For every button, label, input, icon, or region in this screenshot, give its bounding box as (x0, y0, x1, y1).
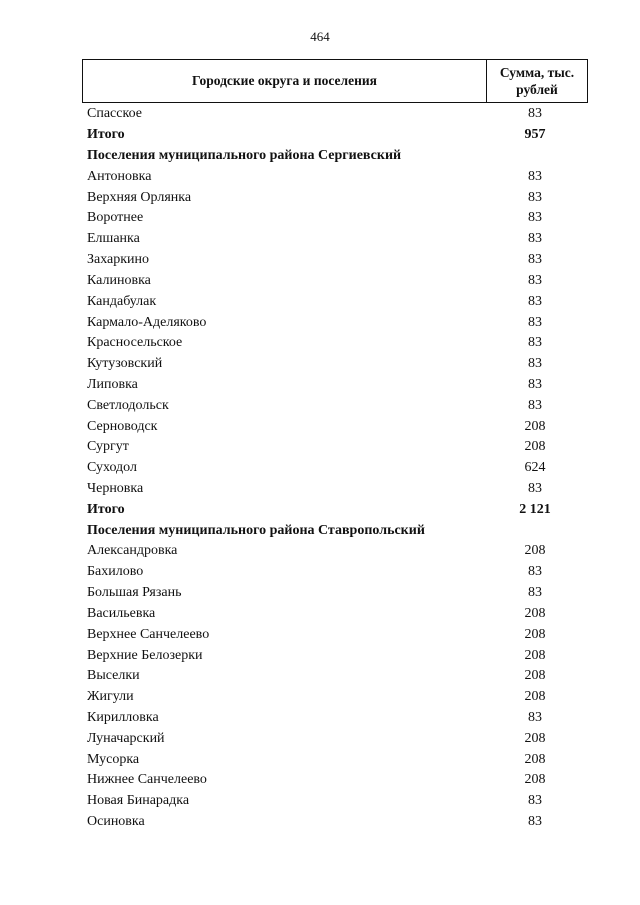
table-row (87, 354, 587, 375)
settlement-name: Верхнее Санчелеево (87, 626, 210, 642)
table-row (87, 291, 587, 312)
amount-value: 83 (528, 168, 542, 184)
amount-value: 83 (528, 397, 542, 413)
settlement-name: Черновка (87, 481, 144, 497)
total-row (87, 125, 587, 146)
total-row (87, 499, 587, 520)
table-row (87, 229, 587, 250)
table-row (87, 333, 587, 354)
settlement-name: Верхняя Орлянка (87, 189, 192, 205)
table-row (87, 437, 587, 458)
settlement-name: Кирилловка (87, 709, 159, 725)
settlement-name: Красносельское (87, 335, 183, 351)
amount-value: 83 (528, 793, 542, 809)
table-row (87, 812, 587, 833)
table-row (87, 541, 587, 562)
table-body (87, 104, 587, 832)
header-sum-line1: Сумма, тыс. (499, 65, 575, 80)
settlement-name: Антоновка (87, 168, 152, 184)
amount-value: 83 (528, 356, 542, 372)
amount-value: 83 (528, 376, 542, 392)
header-name-column: Городские округа и поселения (83, 60, 487, 102)
amount-value: 624 (524, 460, 546, 476)
settlement-name: Итого (87, 127, 125, 143)
header-sum-line2: рублей (516, 82, 558, 97)
amount-value: 208 (524, 605, 546, 621)
table-row (87, 458, 587, 479)
settlement-name: Кармало-Аделяково (87, 314, 207, 330)
table-row (87, 687, 587, 708)
table-row (87, 583, 587, 604)
amount-value: 83 (528, 709, 542, 725)
amount-value: 208 (524, 626, 546, 642)
amount-value: 208 (524, 668, 546, 684)
amount-value: 83 (528, 481, 542, 497)
table-row (87, 250, 587, 271)
header-sum-column (487, 60, 587, 102)
settlement-name: Новая Бинарадка (87, 793, 190, 809)
settlement-name: Сургут (87, 439, 129, 455)
section-heading-row (87, 146, 587, 167)
settlement-name: Луначарский (87, 730, 165, 746)
section-heading-row (87, 520, 587, 541)
table-row (87, 271, 587, 292)
amount-value: 208 (524, 751, 546, 767)
table-row (87, 312, 587, 333)
amount-value: 83 (528, 564, 542, 580)
amount-value: 208 (524, 439, 546, 455)
amount-value: 83 (528, 210, 542, 226)
table-row (87, 728, 587, 749)
table-row (87, 562, 587, 583)
settlement-name: Спасское (87, 106, 142, 122)
amount-value: 83 (528, 252, 542, 268)
amount-value: 83 (528, 106, 542, 122)
page-number: 464 (310, 29, 330, 44)
table-row (87, 666, 587, 687)
amount-value: 83 (528, 189, 542, 205)
table-row (87, 749, 587, 770)
settlement-name: Мусорка (87, 751, 140, 767)
section-heading: Поселения муниципального района Ставропольский (87, 522, 425, 538)
table-row (87, 104, 587, 125)
amount-value: 208 (524, 418, 546, 434)
settlement-name: Елшанка (87, 231, 140, 247)
settlement-name: Васильевка (87, 605, 156, 621)
amount-value: 208 (524, 772, 546, 788)
settlement-name: Итого (87, 501, 125, 517)
settlement-name: Выселки (87, 668, 140, 684)
section-heading: Поселения муниципального района Сергиевский (87, 148, 402, 164)
table-row (87, 479, 587, 500)
table-row (87, 395, 587, 416)
amount-value: 83 (528, 272, 542, 288)
amount-value: 208 (524, 730, 546, 746)
settlement-name: Липовка (87, 376, 138, 392)
settlement-name: Захаркино (87, 252, 150, 268)
table-row (87, 645, 587, 666)
settlement-name: Александровка (87, 543, 178, 559)
settlement-name: Осиновка (87, 814, 145, 830)
settlement-name: Бахилово (87, 564, 144, 580)
amount-value: 208 (524, 543, 546, 559)
amount-value: 208 (524, 689, 546, 705)
settlement-name: Калиновка (87, 272, 151, 288)
table-row (87, 166, 587, 187)
settlement-name: Жигули (87, 689, 134, 705)
table-row (87, 208, 587, 229)
amount-value: 83 (528, 814, 542, 830)
amount-value: 2 121 (519, 501, 551, 517)
table-row (87, 416, 587, 437)
amount-value: 208 (524, 647, 546, 663)
amount-value: 83 (528, 314, 542, 330)
settlement-name: Серноводск (87, 418, 158, 434)
table-row (87, 791, 587, 812)
settlement-name: Воротнее (87, 210, 144, 226)
settlement-name: Нижнее Санчелеево (87, 772, 207, 788)
amount-value: 83 (528, 335, 542, 351)
table-header (82, 59, 588, 103)
settlement-name: Кандабулак (87, 293, 157, 309)
table-row (87, 770, 587, 791)
amount-value: 83 (528, 585, 542, 601)
table-row (87, 187, 587, 208)
table-row (87, 375, 587, 396)
settlement-name: Суходол (87, 460, 137, 476)
amount-value: 83 (528, 293, 542, 309)
table-row (87, 624, 587, 645)
amount-value: 83 (528, 231, 542, 247)
table-row (87, 708, 587, 729)
table-row (87, 604, 587, 625)
settlement-name: Кутузовский (87, 356, 163, 372)
settlement-name: Светлодольск (87, 397, 169, 413)
settlement-name: Верхние Белозерки (87, 647, 203, 663)
settlement-name: Большая Рязань (87, 585, 182, 601)
amount-value: 957 (524, 127, 546, 143)
